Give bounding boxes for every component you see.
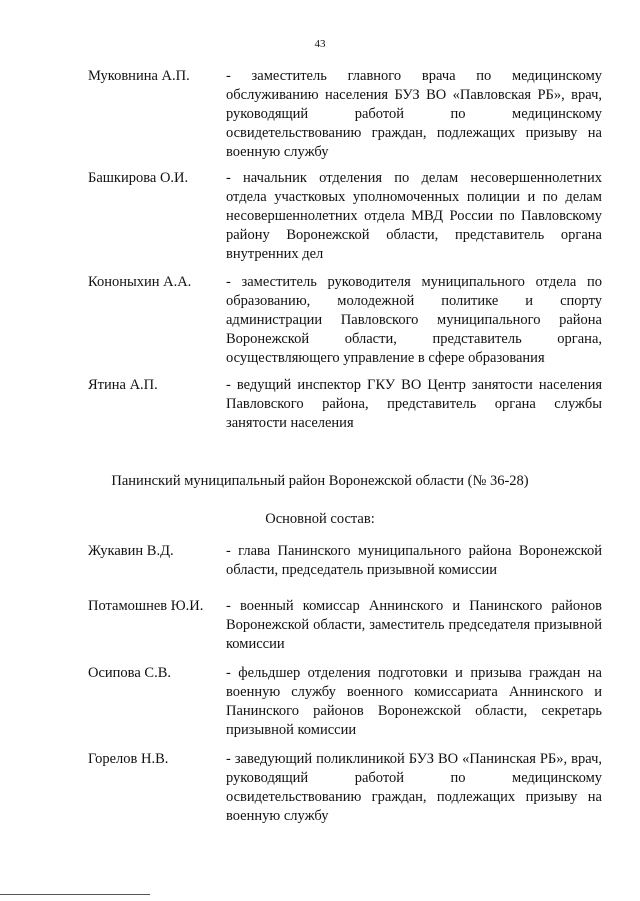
page-bottom-rule bbox=[0, 894, 150, 895]
member-name: Жукавин В.Д. bbox=[88, 543, 174, 559]
member-name: Кононыхин А.А. bbox=[88, 274, 192, 290]
member-role: - военный комиссар Аннинского и Панинского районов Воронежской области, заместитель председателя призывной комиссии bbox=[226, 598, 602, 652]
member-name: Муковнина А.П. bbox=[88, 68, 190, 84]
member-role: - начальник отделения по делам несовершеннолетних отдела участковых уполномоченных полиции и по делам несовершеннолетних отдела МВД России по Павловскому району Воронежской области, представитель органа внутренних дел bbox=[226, 170, 602, 262]
member-role: - заместитель руководителя муниципального отдела по образованию, молодежной политике и спорту администрации Павловского муниципального района Воронежской области, представитель органа, осуществляющего управление в сфере образования bbox=[226, 274, 602, 366]
member-role: - заведующий поликлиникой БУЗ ВО «Панинская РБ», врач, руководящий работой по медицинскому освидетельствованию граждан, подлежащих призыву на военную службу bbox=[226, 751, 602, 824]
member-name: Осипова С.В. bbox=[88, 665, 171, 681]
member-role: - фельдшер отделения подготовки и призыва граждан на военную службу военного комиссариата Аннинского и Панинского районов Воронежской области, секретарь призывной комиссии bbox=[226, 665, 602, 738]
section-title: Панинский муниципальный район Воронежской области (№ 36-28) bbox=[111, 473, 529, 489]
member-role: - ведущий инспектор ГКУ ВО Центр занятости населения Павловского района, представитель органа службы занятости населения bbox=[226, 377, 602, 431]
member-role: - заместитель главного врача по медицинскому обслуживанию населения БУЗ ВО «Павловская РБ», врач, руководящий работой по медицинскому освидетельствованию граждан, подлежащих призыву на военную службу bbox=[226, 68, 602, 160]
section-subtitle: Основной состав: bbox=[265, 511, 375, 527]
member-name: Ятина А.П. bbox=[88, 377, 158, 393]
member-role: - глава Панинского муниципального района Воронежской области, председатель призывной комиссии bbox=[226, 543, 602, 578]
member-name: Горелов Н.В. bbox=[88, 751, 169, 767]
member-name: Башкирова О.И. bbox=[88, 170, 189, 186]
page-number: 43 bbox=[314, 38, 326, 50]
member-name: Потамошнев Ю.И. bbox=[88, 598, 204, 614]
